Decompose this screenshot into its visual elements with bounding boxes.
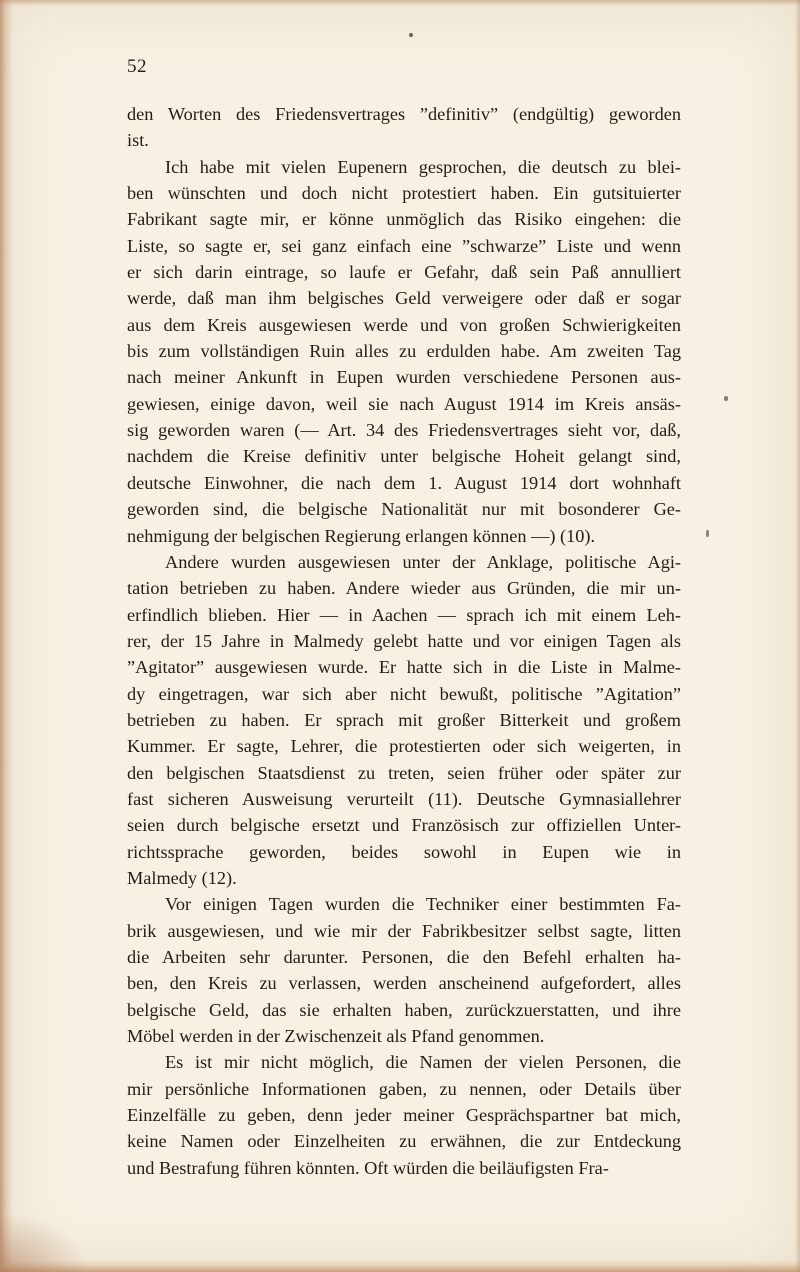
text-line: rer, der 15 Jahre in Malmedy gelebt hatte und vor einigen Tagen als [127,630,681,651]
text-line: gewiesen, einige davon, weil sie nach August 1914 im Kreis ansäs- [127,393,681,414]
scan-speck [724,396,728,401]
text-line: seien durch belgische ersetzt und Französisch zur offiziellen Unter- [127,815,681,836]
text-line: er sich darin eintrage, so laufe er Gefahr, daß sein Paß annulliert [127,262,681,283]
text-line: ben, den Kreis zu verlassen, werden anscheinend aufgefordert, alles [127,973,681,994]
scan-speck [409,33,413,37]
text-line: ”Agitator” ausgewiesen wurde. Er hatte sich in die Liste in Malme- [127,657,681,678]
paragraph [127,549,681,891]
scan-edge-left [0,0,13,1272]
text-line: und Bestrafung führen könnten. Oft würden die beiläufigsten Fra- [127,1157,609,1178]
text-line: brik ausgewiesen, und wie mir der Fabrikbesitzer selbst sagte, litten [127,920,681,941]
text-line: dy eingetragen, war sich aber nicht bewußt, politische ”Agitation” [127,683,681,704]
text-line: ben wünschten und doch nicht protestiert haben. Ein gutsituierter [127,183,681,204]
text-line: die Arbeiten sehr darunter. Personen, die den Befehl erhalten ha- [127,947,681,967]
text-line: belgische Geld, das sie erhalten haben, zurückzuerstatten, und ihre [127,999,681,1020]
text-line: Vor einigen Tagen wurden die Techniker einer bestimmten Fa- [165,894,681,915]
paragraph [127,1049,681,1181]
paragraph [127,154,681,549]
text-line: ist. [127,130,149,151]
text-line: richtssprache geworden, beides sowohl in Eupen wie in [127,841,681,862]
scan-edge-top [0,0,800,6]
text-line: den Worten des Friedensvertrages ”definitiv” (endgültig) geworden [127,104,681,124]
text-block [127,101,681,1181]
text-line: Fabrikant sagte mir, er könne unmöglich das Risiko eingehen: die [127,209,681,230]
text-line: aus dem Kreis ausgewiesen werde und von großen Schwierigkeiten [127,314,681,335]
page-number: 52 [127,56,147,77]
text-line: werde, daß man ihm belgisches Geld verweigere oder daß er sogar [127,288,681,309]
text-line: Ich habe mit vielen Eupenern gesprochen, die deutsch zu blei- [165,156,681,177]
text-line: mir persönliche Informationen gaben, zu nennen, oder Details über [127,1078,681,1099]
text-line: betrieben zu haben. Er sprach mit großer Bitterkeit und großem [127,709,681,730]
text-line: keine Namen oder Einzelheiten zu erwähnen, die zur Entdeckung [127,1131,681,1152]
text-line: deutsche Einwohner, die nach dem 1. August 1914 dort wohnhaft [127,472,681,493]
text-line: nachdem die Kreise definitiv unter belgische Hoheit gelangt sind, [127,446,681,467]
text-line: den belgischen Staatsdienst zu treten, seien früher oder später zur [127,762,681,783]
text-line: nach meiner Ankunft in Eupen wurden verschiedene Personen aus- [127,367,681,388]
text-line: Malmedy (12). [127,867,237,888]
text-line: Kummer. Er sagte, Lehrer, die protestierten oder sich weigerten, in [127,736,681,757]
text-line: erfindlich blieben. Hier — in Aachen — sprach ich mit einem Leh- [127,604,681,625]
scan-edge-right [795,0,800,1272]
text-line: tation betrieben zu haben. Andere wieder aus Gründen, die mir un- [127,578,681,599]
text-line: Liste, so sagte er, sei ganz einfach eine ”schwarze” Liste und wenn [127,235,681,256]
scan-speck [706,530,709,537]
text-line: geworden sind, die belgische Nationalität nur mit bosonderer Ge- [127,499,681,520]
text-line: fast sicheren Ausweisung verurteilt (11). Deutsche Gymnasiallehrer [127,788,681,809]
text-line: Einzelfälle zu geben, denn jeder meiner Gesprächspartner bat mich, [127,1105,681,1126]
text-line: Es ist mir nicht möglich, die Namen der vielen Personen, die [165,1052,681,1073]
scan-corner-bottom-left [0,1212,90,1272]
text-line: nehmigung der belgischen Regierung erlangen können —) (10). [127,525,596,546]
text-line: bis zum vollständigen Ruin alles zu erdulden habe. Am zweiten Tag [127,341,681,362]
text-line: sig geworden waren (— Art. 34 des Friedensvertrages sieht vor, daß, [127,420,681,441]
text-line: Möbel werden in der Zwischenzeit als Pfand genommen. [127,1026,545,1047]
paragraph [127,891,681,1049]
text-line: Andere wurden ausgewiesen unter der Anklage, politische Agi- [165,551,681,572]
paragraph [127,101,681,154]
scan-edge-bottom [0,1260,800,1272]
